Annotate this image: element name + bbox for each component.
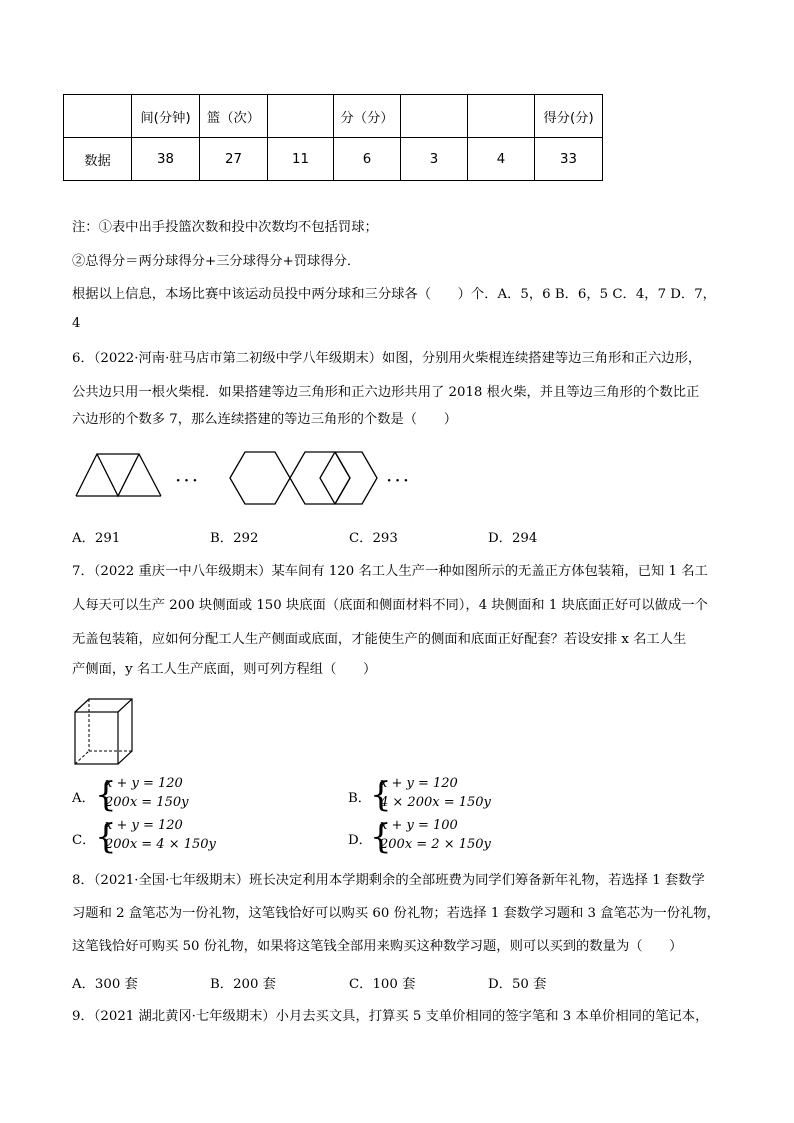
- table-header-cell: [468, 95, 535, 138]
- brace-icon: {: [370, 817, 392, 857]
- question-7-text: 人每天可以生产 200 块侧面或 150 块底面（底面和侧面材料不同），4 块侧面和 1 块底面正好可以做成一个: [72, 598, 708, 613]
- table-cell: 33: [535, 138, 603, 181]
- brace-icon: {: [95, 775, 117, 815]
- note-line: 注：①表中出手投篮次数和投中次数均不包括罚球；: [72, 220, 378, 235]
- ellipsis-dots: ···: [386, 468, 412, 492]
- question-7-text: 产侧面，y 名工人生产底面，则可列方程组（ ）: [72, 662, 377, 677]
- table-cell: 27: [200, 138, 268, 181]
- question-7-text: 7．（2022 重庆一中八年级期末）某车间有 120 名工人生产一种如图所示的无盖正方体包装箱，已知 1 名工: [72, 564, 708, 579]
- table-header-cell: [64, 95, 132, 138]
- option-d[interactable]: D．294: [488, 531, 538, 546]
- equation: x + y = 120: [380, 776, 458, 791]
- note-line: ②总得分＝两分球得分+三分球得分+罚球得分．: [72, 254, 361, 269]
- brace-icon: {: [370, 775, 392, 815]
- table-header-cell: 得分(分): [535, 95, 603, 138]
- question-8-text: 这笔钱恰好可购买 50 份礼物，如果将这笔钱全部用来购买这种数学习题，则可以买到的数量为（ ）: [72, 939, 683, 954]
- note-line: 4: [72, 316, 81, 331]
- option-a[interactable]: A．300 套: [72, 977, 138, 992]
- hexagon-third: [318, 450, 380, 506]
- table-row: [64, 138, 603, 181]
- brace-icon: {: [95, 817, 117, 857]
- stats-table: [63, 94, 603, 181]
- equation: x + y = 120: [105, 818, 183, 833]
- option-c[interactable]: C．100 套: [349, 977, 416, 992]
- question-9-text: 9．（2021 湖北黄冈·七年级期末）小月去买文具，打算买 5 支单价相同的签字笔和 3 本单价相同的笔记本，: [72, 1009, 709, 1024]
- question-7-text: 无盖包装箱，应如何分配工人生产侧面或底面，才能使生产的侧面和底面正好配套？若设安排 x 名工人生: [72, 632, 687, 647]
- table-header-row: [64, 95, 603, 138]
- option-a[interactable]: A．291: [72, 531, 121, 546]
- equation: x + y = 120: [105, 776, 183, 791]
- ellipsis-dots: ···: [175, 468, 201, 492]
- option-b[interactable]: B．200 套: [210, 977, 276, 992]
- note-line: 根据以上信息，本场比赛中该运动员投中两分球和三分球各（ ）个．A．5，6 B．6，5 C．4，7 D．7，: [72, 287, 716, 302]
- table-header-cell: 间(分钟): [132, 95, 200, 138]
- table-header-cell: [268, 95, 334, 138]
- equation: x + y = 100: [380, 818, 458, 833]
- table-cell: 数据: [64, 138, 132, 181]
- question-6-text: 六边形的个数多 7，那么连续搭建的等边三角形的个数是（ ）: [72, 412, 457, 427]
- option-c[interactable]: C．293: [349, 531, 398, 546]
- table-cell: 38: [132, 138, 200, 181]
- equation: 200x = 2 × 150y: [380, 837, 491, 852]
- equation: 200x = 4 × 150y: [105, 837, 216, 852]
- question-6-text: 公共边只用一根火柴棍．如果搭建等边三角形和正六边形共用了 2018 根火柴，并且等边三角形的个数比正: [72, 385, 700, 400]
- option-d[interactable]: D．50 套: [488, 977, 547, 992]
- equation-system-c: [95, 818, 265, 858]
- equation: 200x = 150y: [105, 795, 189, 810]
- equation: 4 × 200x = 150y: [380, 795, 491, 810]
- option-d[interactable]: D．: [348, 833, 372, 848]
- equation-system-b: [370, 776, 540, 816]
- option-c[interactable]: C．: [72, 833, 96, 848]
- option-b[interactable]: B．: [348, 791, 372, 806]
- table-cell: 6: [334, 138, 401, 181]
- option-a[interactable]: A．: [72, 791, 95, 806]
- table-header-cell: 篮（次）: [200, 95, 268, 138]
- table-header-cell: [401, 95, 468, 138]
- equation-system-a: [95, 776, 255, 816]
- question-8-text: 8．（2021·全国·七年级期末）班长决定利用本学期剩余的全部班费为同学们筹备新年礼物，若选择 1 套数学: [72, 873, 705, 888]
- question-6-text: 6．（2022·河南·驻马店市第二初级中学八年级期末）如图，分别用火柴棍连续搭建等边三角形和正六边形，: [72, 351, 702, 366]
- table-cell: 4: [468, 138, 535, 181]
- question-8-text: 习题和 2 盒笔芯为一份礼物，这笔钱恰好可以购买 60 份礼物；若选择 1 套数学习题和 3 盒笔芯为一份礼物，: [72, 906, 720, 921]
- triangle-chain-figure: [74, 446, 164, 498]
- table-cell: 11: [268, 138, 334, 181]
- table-cell: 3: [401, 138, 468, 181]
- option-b[interactable]: B．292: [210, 531, 259, 546]
- table-header-cell: 分（分）: [334, 95, 401, 138]
- equation-system-d: [370, 818, 540, 858]
- open-cube-figure: [74, 698, 134, 766]
